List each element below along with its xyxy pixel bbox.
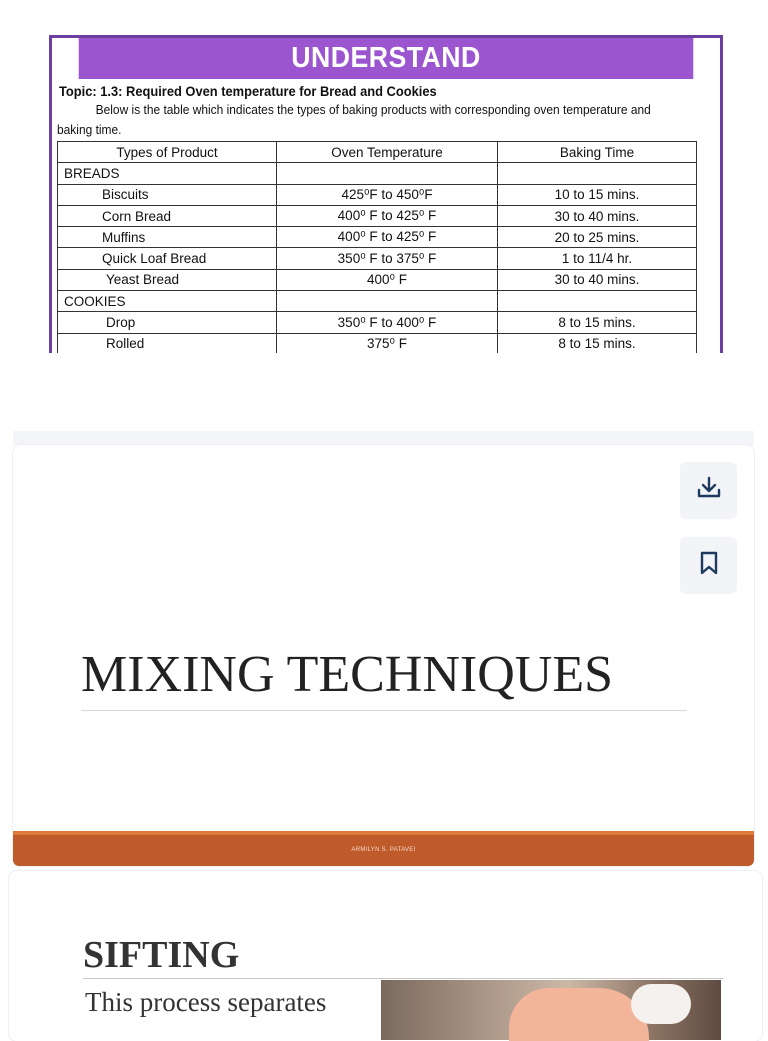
- intro-line-1: Below is the table which indicates the types of baking products with corresponding oven temperature and: [95, 102, 651, 117]
- footer-accent-line: [13, 831, 754, 835]
- time-cell: 30 to 40 mins.: [498, 205, 697, 226]
- title-divider: [81, 710, 687, 711]
- topic-heading: Topic: 1.3: Required Oven temperature for Bread and Cookies: [59, 83, 437, 99]
- product-cell: Drop: [58, 312, 277, 333]
- temp-cell: 375⁰ F: [277, 333, 498, 353]
- temp-cell: 400⁰ F to 425⁰ F: [277, 227, 498, 248]
- document-slide: [49, 35, 723, 353]
- sifting-slide: [9, 871, 762, 1041]
- product-cell: Rolled: [58, 333, 277, 353]
- understand-banner: UNDERSTAND: [79, 38, 694, 79]
- time-cell: 20 to 25 mins.: [498, 227, 697, 248]
- time-cell: 10 to 15 mins.: [498, 184, 697, 205]
- table-row: [58, 205, 697, 226]
- sleeve-shape: [631, 984, 691, 1024]
- table-row: [58, 227, 697, 248]
- time-cell: 30 to 40 mins.: [498, 269, 697, 290]
- category-cell: COOKIES: [58, 291, 277, 312]
- hand-shape: [509, 988, 649, 1041]
- slide-title: MIXING TECHNIQUES: [81, 646, 614, 703]
- slide-footer: [13, 831, 754, 866]
- time-cell: 1 to 11/4 hr.: [498, 248, 697, 269]
- temp-cell: 400⁰ F to 425⁰ F: [277, 205, 498, 226]
- slide-separator: [13, 431, 754, 445]
- time-cell: [498, 163, 697, 184]
- download-button[interactable]: [680, 462, 737, 519]
- header-time: Baking Time: [498, 142, 697, 163]
- title-divider: [83, 978, 723, 979]
- table-row: [58, 333, 697, 353]
- table-row: [58, 248, 697, 269]
- table-row: [58, 163, 697, 184]
- temp-cell: 425⁰F to 450⁰F: [277, 184, 498, 205]
- oven-temperature-table: [57, 141, 697, 353]
- header-product: Types of Product: [58, 142, 277, 163]
- slide-body-text: This process separates: [85, 987, 327, 1017]
- product-cell: Biscuits: [58, 184, 277, 205]
- time-cell: [498, 291, 697, 312]
- footer-author: ARMILYN S. PATAVEI: [351, 847, 416, 853]
- temp-cell: [277, 163, 498, 184]
- download-icon: [695, 474, 723, 507]
- mixing-techniques-slide: [13, 445, 754, 866]
- slide-title: SIFTING: [83, 934, 240, 976]
- temp-cell: 400⁰ F: [277, 269, 498, 290]
- table-row: [58, 291, 697, 312]
- bookmark-button[interactable]: [680, 537, 737, 594]
- intro-paragraph: [57, 100, 701, 140]
- temp-cell: 350⁰ F to 400⁰ F: [277, 312, 498, 333]
- category-cell: BREADS: [58, 163, 277, 184]
- table-header-row: [58, 142, 697, 163]
- product-cell: Yeast Bread: [58, 269, 277, 290]
- table-row: [58, 184, 697, 205]
- temp-cell: 350⁰ F to 375⁰ F: [277, 248, 498, 269]
- product-cell: Muffins: [58, 227, 277, 248]
- table-row: [58, 269, 697, 290]
- time-cell: 8 to 15 mins.: [498, 312, 697, 333]
- product-cell: Quick Loaf Bread: [58, 248, 277, 269]
- bookmark-icon: [696, 549, 722, 582]
- header-temperature: Oven Temperature: [277, 142, 498, 163]
- time-cell: 8 to 15 mins.: [498, 333, 697, 353]
- intro-line-2: baking time.: [57, 122, 122, 137]
- product-cell: Corn Bread: [58, 205, 277, 226]
- sifting-photo: [381, 980, 721, 1040]
- table-row: [58, 312, 697, 333]
- temp-cell: [277, 291, 498, 312]
